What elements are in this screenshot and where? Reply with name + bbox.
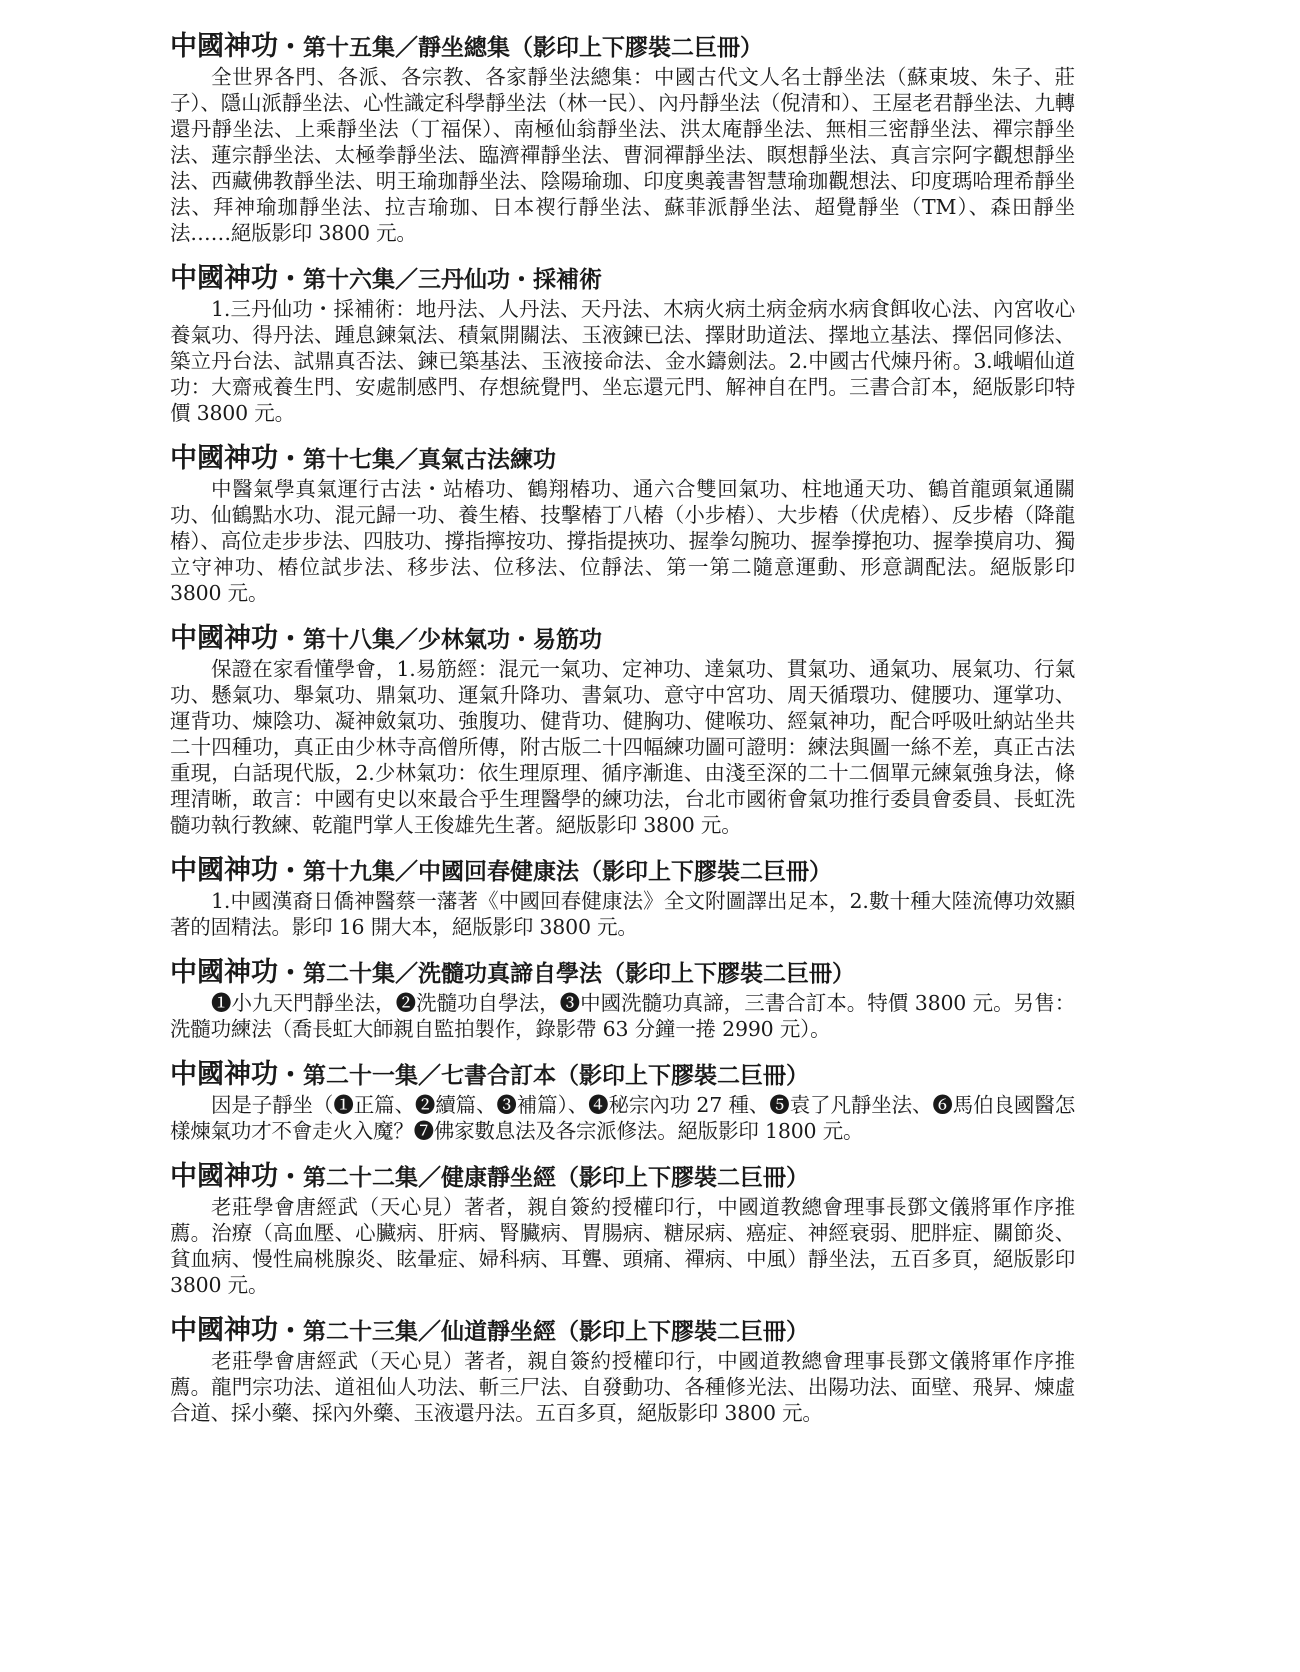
series-label: 中國神功 (170, 623, 278, 654)
series-label: 中國神功 (170, 1059, 278, 1090)
entry-title (170, 854, 1075, 888)
title-separator: ・ (278, 1162, 304, 1191)
entry-description: 老莊學會唐經武（天心見）著者，親自簽約授權印行，中國道教總會理事長鄧文儀將軍作序推薦。治療（高血壓、心臟病、肝病、腎臟病、胃腸病、糖尿病、癌症、神經衰弱、肥胖症、關節炎、貧血病、慢性扁桃腺炎、眩暈症、婦科病、耳聾、頭痛、禪病、中風）靜坐法，五百多頁，絕版影印 3800 元。 (170, 1195, 1075, 1297)
entry-title (170, 30, 1075, 64)
catalog-entry-20 (170, 956, 1075, 1042)
entry-description: 1.三丹仙功・採補術：地丹法、人丹法、天丹法、木病火病土病金病水病食餌收心法、內宮收心養氣功、得丹法、踵息鍊氣法、積氣開關法、玉液鍊已法、擇財助道法、擇地立基法、擇侶同修法、築立丹台法、試鼎真否法、鍊已築基法、玉液接命法、金水鑄劍法。2.中國古代煉丹術。3.峨嵋仙道功：大齋戒養生門、安處制感門、存想統覺門、坐忘還元門、解神自在門。三書合訂本，絕版影印特價 3800 元。 (170, 297, 1075, 425)
title-separator: ・ (278, 958, 304, 987)
volume-title: 第十八集／少林氣功・易筋功 (303, 626, 603, 653)
volume-title: 第二十集／洗髓功真諦自學法（影印上下膠裝二巨冊） (303, 960, 856, 987)
catalog-entry-17 (170, 442, 1075, 606)
series-label: 中國神功 (170, 31, 278, 62)
series-label: 中國神功 (170, 957, 278, 988)
entry-title (170, 1058, 1075, 1092)
title-separator: ・ (278, 32, 304, 61)
volume-title: 第二十二集／健康靜坐經（影印上下膠裝二巨冊） (303, 1164, 810, 1191)
entry-title (170, 956, 1075, 990)
entry-title (170, 622, 1075, 656)
volume-title: 第二十一集／七書合訂本（影印上下膠裝二巨冊） (303, 1062, 810, 1089)
entry-description: 全世界各門、各派、各宗教、各家靜坐法總集：中國古代文人名士靜坐法（蘇東坡、朱子、莊子）、隱山派靜坐法、心性識定科學靜坐法（林一民）、內丹靜坐法（倪清和）、王屋老君靜坐法、九轉還丹靜坐法、上乘靜坐法（丁福保）、南極仙翁靜坐法、洪太庵靜坐法、無相三密靜坐法、禪宗靜坐法、蓮宗靜坐法、太極拳靜坐法、臨濟禪靜坐法、曹洞禪靜坐法、瞑想靜坐法、真言宗阿字觀想靜坐法、西藏佛教靜坐法、明王瑜珈靜坐法、陰陽瑜珈、印度奧義書智慧瑜珈觀想法、印度瑪哈理希靜坐法、拜神瑜珈靜坐法、拉吉瑜珈、日本褉行靜坐法、蘇菲派靜坐法、超覺靜坐（TM）、森田靜坐法……絕版影印 3800 元。 (170, 65, 1075, 245)
entry-description: 1.中國漢裔日僑神醫蔡一藩著《中國回春健康法》全文附圖譯出足本，2.數十種大陸流傳功效顯著的固精法。影印 16 開大本，絕版影印 3800 元。 (170, 889, 1075, 939)
volume-title: 第十九集／中國回春健康法（影印上下膠裝二巨冊） (303, 858, 833, 885)
volume-title: 第十五集／靜坐總集（影印上下膠裝二巨冊） (303, 34, 764, 61)
entry-description: 因是子靜坐（❶正篇、❷續篇、❸補篇）、❹秘宗內功 27 種、❺袁了凡靜坐法、❻馬伯良國醫怎樣煉氣功才不會走火入魔？❼佛家數息法及各宗派修法。絕版影印 1800 元。 (170, 1093, 1075, 1143)
entry-description: 老莊學會唐經武（天心見）著者，親自簽約授權印行，中國道教總會理事長鄧文儀將軍作序推薦。龍門宗功法、道祖仙人功法、斬三尸法、自發動功、各種修光法、出陽功法、面壁、飛昇、煉虛合道、採小藥、採內外藥、玉液還丹法。五百多頁，絕版影印 3800 元。 (170, 1349, 1075, 1425)
series-label: 中國神功 (170, 1315, 278, 1346)
title-separator: ・ (278, 444, 304, 473)
catalog-entry-15 (170, 30, 1075, 246)
catalog-entry-22 (170, 1160, 1075, 1298)
catalog-entry-19 (170, 854, 1075, 940)
entry-title (170, 442, 1075, 476)
catalog-entry-23 (170, 1314, 1075, 1426)
entry-description: 中醫氣學真氣運行古法・站樁功、鶴翔樁功、通六合雙回氣功、柱地通天功、鶴首龍頭氣通關功、仙鶴點水功、混元歸一功、養生樁、技擊樁丁八樁（小步樁）、大步樁（伏虎樁）、反步樁（降龍樁）、高位走步步法、四肢功、撐指擰按功、撐指提挾功、握拳勾腕功、握拳撐抱功、握拳摸肩功、獨立守神功、樁位試步法、移步法、位移法、位靜法、第一第二隨意運動、形意調配法。絕版影印 3800 元。 (170, 477, 1075, 605)
series-label: 中國神功 (170, 855, 278, 886)
title-separator: ・ (278, 1316, 304, 1345)
catalog-entry-18 (170, 622, 1075, 838)
series-label: 中國神功 (170, 443, 278, 474)
title-separator: ・ (278, 856, 304, 885)
volume-title: 第十六集／三丹仙功・採補術 (303, 266, 603, 293)
entry-title (170, 1160, 1075, 1194)
entry-title (170, 1314, 1075, 1348)
entry-title (170, 262, 1075, 296)
series-label: 中國神功 (170, 1161, 278, 1192)
title-separator: ・ (278, 624, 304, 653)
series-label: 中國神功 (170, 263, 278, 294)
title-separator: ・ (278, 1060, 304, 1089)
catalog-entry-16 (170, 262, 1075, 426)
catalog-page (170, 30, 1075, 1442)
volume-title: 第二十三集／仙道靜坐經（影印上下膠裝二巨冊） (303, 1318, 810, 1345)
title-separator: ・ (278, 264, 304, 293)
catalog-entry-21 (170, 1058, 1075, 1144)
entry-description: ❶小九天門靜坐法，❷洗髓功自學法，❸中國洗髓功真諦，三書合訂本。特價 3800 元。另售：洗髓功練法（喬長虹大師親自監拍製作，錄影帶 63 分鐘一捲 2990 元）。 (170, 991, 1075, 1041)
volume-title: 第十七集／真氣古法練功 (303, 446, 557, 473)
entry-description: 保證在家看懂學會，1.易筋經：混元一氣功、定神功、達氣功、貫氣功、通氣功、展氣功、行氣功、懸氣功、舉氣功、鼎氣功、運氣升降功、書氣功、意守中宮功、周天循環功、健腰功、運掌功、運背功、煉陰功、凝神斂氣功、強腹功、健背功、健胸功、健喉功、經氣神功，配合呼吸吐納站坐共二十四種功，真正由少林寺高僧所傳，附古版二十四幅練功圖可證明：練法與圖一絲不差，真正古法重現，白話現代版，2.少林氣功：依生理原理、循序漸進、由淺至深的二十二個單元練氣強身法，條理清晰，敢言：中國有史以來最合乎生理醫學的練功法，台北市國術會氣功推行委員會委員、長虹洗髓功執行教練、乾龍門掌人王俊雄先生著。絕版影印 3800 元。 (170, 657, 1075, 837)
